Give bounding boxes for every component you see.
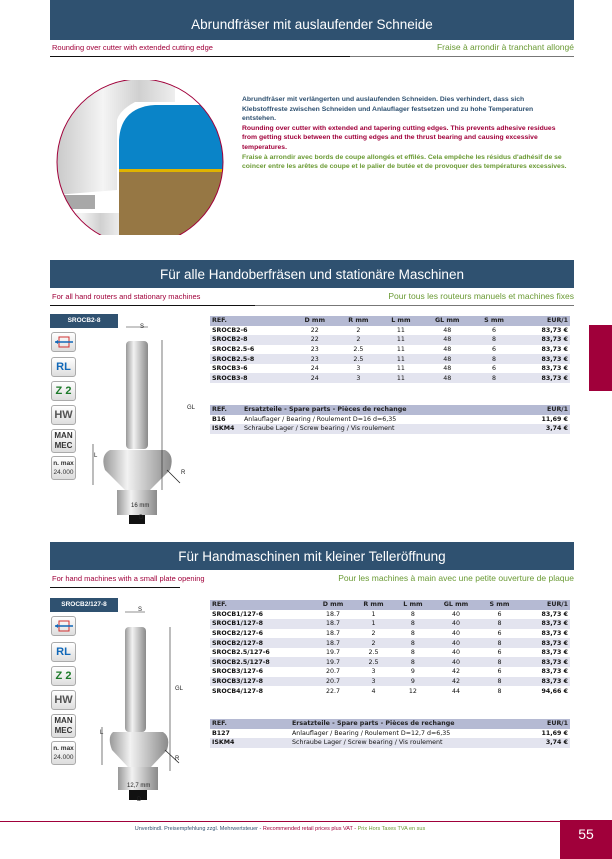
ref-cell: SROCB4/127-8 [212,687,263,695]
dim-bearing-label: 16 mm [131,503,150,509]
spare-parts-table [210,719,570,748]
value-cell: 42 [432,677,479,687]
value-cell: 40 [451,629,460,637]
description-de: Abrundfräser mit verlängerten und auslaufenden Schneiden. Dies verhindert, dass sich Klebstoffreste zwischen Schneiden und Anlauflager festsetzen und zu hohe Temperaturen entstehen. [242,96,534,123]
section-title: Für Handmaschinen mit kleiner Telleröffnung [178,549,446,564]
value-cell: 48 [422,335,473,345]
value-cell: 3 [356,365,361,373]
dim-d-label: D [137,797,142,803]
table-header-row: REF. Ersatzteile - Spare parts - Pièces de rechange EUR/1 [212,720,568,728]
table-header-row: REF. D mm R mm L mm GL mm S mm EUR/1 [212,317,568,325]
value-cell: 6 [492,326,497,334]
ref-cell: SROCB3-6 [212,365,248,373]
dim-s-label: S [140,324,145,330]
dim-d-label: D [139,515,144,521]
value-cell: 40 [432,638,479,648]
value-cell: 11 [380,335,422,345]
value-cell: 48 [443,345,452,353]
value-cell: 8 [480,619,520,629]
value-cell: 8 [480,638,520,648]
subtitle-fr: Pour tous les routeurs manuels et machines fixes [388,291,574,301]
section-title-banner [50,0,574,40]
value-cell: 18.7 [325,629,341,637]
price-cell: 83,73 € [519,619,570,629]
ref-cell: SROCB2.5-8 [210,354,293,364]
subtitle-fr: Fraise à arrondir à tranchant allongé [436,42,574,52]
value-cell: 1 [353,619,393,629]
value-cell: 3 [353,677,393,687]
divider [50,305,255,307]
chapter-tab [589,325,612,391]
value-cell: 8 [394,619,433,629]
value-cell: 22.7 [325,687,341,695]
ref-cell: B16 [212,415,226,423]
description-fr: Fraise à arrondir avec bords de coupe allongés et effilés. Cela empêche les résidus d'adhésif de se coincer entre les arêtes de coupe et le palier de butée et de provoquer des températures excessives. [242,153,567,171]
description-cell: Anlauflager / Bearing / Roulement D=12,7 d=6,35 [292,729,451,737]
value-cell: 8 [473,354,516,364]
material-icon: HW [51,690,76,710]
value-cell: 6 [497,610,502,618]
value-cell: 11 [396,326,405,334]
value-cell: 3 [337,373,380,383]
subtitle-fr: Pour les machines à main avec une petite ouverture de plaque [338,573,574,583]
value-cell: 48 [443,365,452,373]
description-en: Rounding over cutter with extended and tapering cutting edges. This prevents adhesive residues from getting stuck between the cutting edges and the thrust bearing and causing excessive temperatures. [242,124,556,151]
value-cell: 2 [337,335,380,345]
value-cell: 20.7 [313,677,354,687]
value-cell: 44 [451,687,460,695]
teeth-icon: Z 2 [51,666,76,686]
ref-cell: ISKM4 [210,424,242,434]
value-cell: 8 [410,610,415,618]
dim-bearing-label: 12,7 mm [127,783,151,789]
ref-cell: SROCB2-6 [212,326,248,334]
rotation-icon: RL [51,357,76,377]
price-cell: 3,74 € [527,738,570,748]
table-row [210,686,570,696]
ref-cell: SROCB2.5/127-8 [210,657,313,667]
value-cell: 22 [310,326,319,334]
value-cell: 2 [371,629,376,637]
value-cell: 18.7 [313,619,354,629]
value-cell: 8 [394,657,433,667]
price-cell: 83,73 € [519,677,570,687]
ref-cell: B127 [212,729,230,737]
value-cell: 2.5 [368,649,379,657]
value-cell: 9 [410,668,415,676]
value-cell: 8 [473,335,516,345]
max-rpm-icon: n. max 24.000 [51,741,76,765]
dim-gl-label: GL [175,686,184,692]
ref-cell: SROCB1/127-6 [212,610,263,618]
price-cell: 83,73 € [541,610,568,618]
table-row [210,677,570,687]
price-cell: 83,73 € [515,335,570,345]
edgeband-layer [119,105,230,170]
value-cell: 6 [497,649,502,657]
product-table [210,600,570,696]
value-cell: 2.5 [353,345,364,353]
value-cell: 19.7 [325,649,341,657]
price-cell: 83,73 € [541,326,568,334]
value-cell: 6 [492,365,497,373]
price-cell: 83,73 € [541,668,568,676]
value-cell: 20.7 [325,668,341,676]
section-title: Für alle Handoberfräsen und stationäre Maschinen [160,267,464,282]
section-subtitle-bar [50,41,574,57]
value-cell: 48 [443,326,452,334]
price-cell: 83,73 € [541,649,568,657]
value-cell: 8 [480,677,520,687]
router-bit-drawing [90,320,200,525]
profile-detail-illustration [55,80,230,235]
ref-cell: SROCB2.5-6 [212,345,255,353]
value-cell: 48 [422,373,473,383]
value-cell: 40 [451,610,460,618]
page-number: 55 [560,820,612,859]
table-row [210,729,570,739]
ref-cell: SROCB1/127-8 [210,619,313,629]
table-row [210,373,570,383]
ref-cell: SROCB3-8 [210,373,293,383]
table-row [210,629,570,639]
table-row [210,738,570,748]
value-cell: 24 [293,373,337,383]
price-cell: 83,73 € [519,638,570,648]
ref-cell: SROCB3/127-8 [210,677,313,687]
value-cell: 23 [293,354,337,364]
section-subtitle-bar [50,572,574,588]
price-cell: 83,73 € [519,657,570,667]
table-row [210,667,570,677]
router-bit-drawing [95,605,205,810]
max-rpm-icon: n. max 24.000 [51,456,76,480]
table-row [210,354,570,364]
dim-gl-label: GL [187,405,196,411]
dim-l-label: L [94,453,98,459]
description-cell: Schraube Lager / Screw bearing / Vis roulement [290,738,527,748]
teeth-icon: Z 2 [51,381,76,401]
section-title-banner [50,260,574,288]
price-cell: 83,73 € [541,629,568,637]
ref-cell: SROCB2/127-8 [210,638,313,648]
price-cell: 83,73 € [515,354,570,364]
machine-icon: MAN MEC [51,429,76,453]
ref-cell: SROCB2-8 [210,335,293,345]
table-row [210,657,570,667]
value-cell: 12 [408,687,417,695]
price-cell: 83,73 € [541,345,568,353]
price-cell: 83,73 € [515,373,570,383]
section-title: Abrundfräser mit auslaufender Schneide [191,17,433,32]
table-row [210,648,570,658]
direction-icon [51,332,76,352]
table-row [210,345,570,355]
subtitle-en: Rounding over cutter with extended cutting edge [52,43,213,52]
value-cell: 42 [451,668,460,676]
rotation-icon: RL [51,642,76,662]
value-cell: 18.7 [313,638,354,648]
value-cell: 2 [356,326,361,334]
table-row [210,619,570,629]
table-row [210,610,570,620]
value-cell: 40 [432,657,479,667]
divider [50,56,350,58]
product-table [210,316,570,383]
ref-cell: SROCB2.5/127-6 [212,649,270,657]
value-cell: 8 [394,638,433,648]
value-cell: 2.5 [337,354,380,364]
dim-s-label: S [138,607,143,613]
value-cell: 8 [473,373,516,383]
value-cell: 48 [422,354,473,364]
value-cell: 4 [371,687,376,695]
value-cell: 23 [310,345,319,353]
machine-icon: MAN MEC [51,714,76,738]
value-cell: 8 [410,629,415,637]
value-cell: 8 [480,657,520,667]
value-cell: 2.5 [353,657,393,667]
divider [255,305,574,307]
table-header-row: REF. D mm R mm L mm GL mm S mm EUR/1 [212,601,568,609]
value-cell: 8 [410,649,415,657]
subtitle-en: For all hand routers and stationary machines [52,292,201,301]
spare-parts-table [210,405,570,434]
dim-l-label: L [100,730,104,736]
workpiece [119,172,230,235]
ref-cell: SROCB2/127-6 [212,629,263,637]
dim-r-label: R [181,470,186,476]
value-cell: 19.7 [313,657,354,667]
ref-cell: SROCB3/127-6 [212,668,263,676]
price-cell: 94,66 € [541,687,568,695]
value-cell: 8 [497,687,502,695]
table-row [210,335,570,345]
value-cell: 6 [497,668,502,676]
dim-r-label: R [175,756,180,762]
ref-badge: SROCB2/127-8 [50,598,118,612]
section-subtitle-bar [50,290,574,306]
description-cell: Anlauflager / Bearing / Roulement D=16 d=6,35 [244,415,397,423]
value-cell: 22 [293,335,337,345]
value-cell: 1 [371,610,376,618]
table-header-row: REF. Ersatzteile - Spare parts - Pièces de rechange EUR/1 [212,406,568,414]
value-cell: 18.7 [325,610,341,618]
ref-cell: ISKM4 [210,738,290,748]
value-cell: 40 [432,619,479,629]
direction-icon [51,616,76,636]
table-row [210,415,570,425]
value-cell: 2 [353,638,393,648]
divider [50,587,180,589]
table-row [210,424,570,434]
price-cell: 11,69 € [541,729,568,737]
value-cell: 11 [380,373,422,383]
table-row [210,364,570,374]
divider [350,56,574,58]
table-row [210,638,570,648]
value-cell: 11 [396,365,405,373]
value-cell: 9 [394,677,433,687]
section-title-banner [50,542,574,570]
value-cell: 24 [310,365,319,373]
price-cell: 83,73 € [541,365,568,373]
value-cell: 6 [492,345,497,353]
value-cell: 11 [396,345,405,353]
table-row [210,326,570,336]
footer-note: Unverbindl. Preisempfehlung zzgl. Mehrwertsteuer - Recommended retail prices plus VAT - Prix Hors Taxes TVA en sus [134,826,426,832]
footer-divider [0,821,612,822]
price-cell: 11,69 € [541,415,568,423]
description-cell: Schraube Lager / Screw bearing / Vis roulement [242,424,519,434]
ref-badge: SROCB2-8 [50,314,118,328]
product-description [242,95,567,172]
value-cell: 11 [380,354,422,364]
price-cell: 3,74 € [519,424,570,434]
value-cell: 3 [371,668,376,676]
value-cell: 6 [497,629,502,637]
material-icon: HW [51,405,76,425]
value-cell: 40 [451,649,460,657]
subtitle-en: For hand machines with a small plate opening [52,574,205,583]
